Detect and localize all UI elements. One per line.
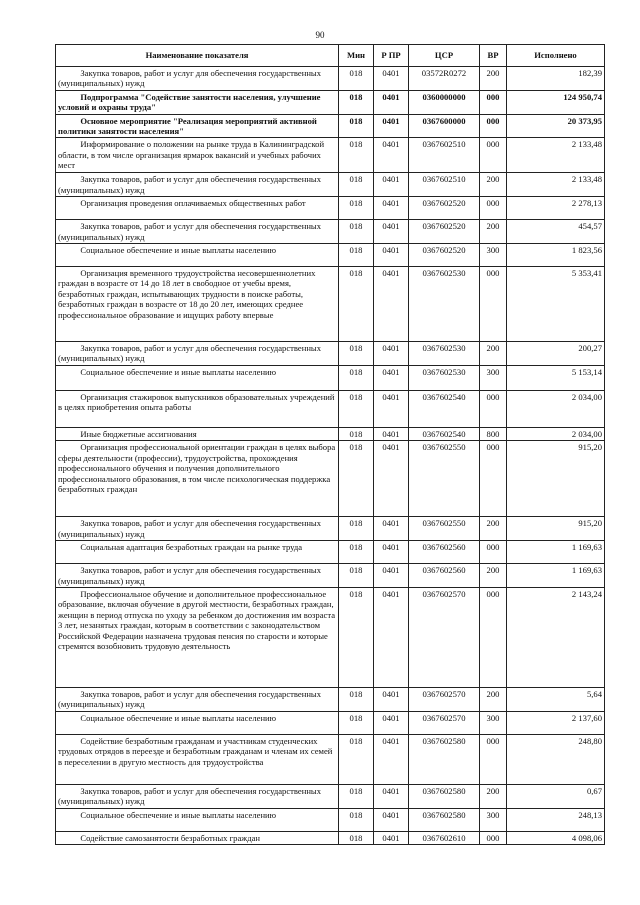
- cell-executed: 2 137,60: [507, 711, 605, 734]
- cell-executed: 5,64: [507, 687, 605, 711]
- cell-target-item: 0367602520: [409, 244, 480, 267]
- cell-expense-type: 200: [480, 220, 507, 244]
- cell-target-item: 0367602580: [409, 808, 480, 831]
- cell-ministry: 018: [339, 390, 374, 427]
- cell-executed: 248,13: [507, 808, 605, 831]
- table-row: [56, 441, 605, 517]
- cell-target-item: 0367602520: [409, 220, 480, 244]
- table-row: [56, 427, 605, 440]
- cell-section: 0401: [374, 220, 409, 244]
- cell-ministry: 018: [339, 541, 374, 564]
- table-row: [56, 831, 605, 844]
- table-row: [56, 808, 605, 831]
- cell-ministry: 018: [339, 517, 374, 541]
- cell-executed: 915,20: [507, 517, 605, 541]
- cell-target-item: 0367602530: [409, 267, 480, 342]
- cell-target-item: 0367602520: [409, 197, 480, 220]
- table-row: [56, 365, 605, 390]
- cell-section: 0401: [374, 138, 409, 173]
- cell-section: 0401: [374, 541, 409, 564]
- cell-executed: 0,67: [507, 784, 605, 808]
- cell-target-item: 0367602510: [409, 138, 480, 173]
- cell-target-item: 03572R0272: [409, 67, 480, 91]
- table-row: [56, 390, 605, 427]
- cell-ministry: 018: [339, 342, 374, 366]
- cell-indicator-name: Содействие самозанятости безработных граждан: [56, 831, 339, 844]
- header-executed: Исполнено: [507, 45, 605, 67]
- header-ministry: Мин: [339, 45, 374, 67]
- cell-expense-type: 000: [480, 541, 507, 564]
- cell-expense-type: 000: [480, 197, 507, 220]
- cell-section: 0401: [374, 687, 409, 711]
- cell-ministry: 018: [339, 138, 374, 173]
- table-row: [56, 267, 605, 342]
- cell-target-item: 0367602570: [409, 587, 480, 687]
- cell-expense-type: 000: [480, 390, 507, 427]
- cell-executed: 1 169,63: [507, 541, 605, 564]
- table-row: [56, 197, 605, 220]
- cell-expense-type: 000: [480, 587, 507, 687]
- cell-section: 0401: [374, 808, 409, 831]
- cell-section: 0401: [374, 587, 409, 687]
- cell-section: 0401: [374, 173, 409, 197]
- cell-executed: 1 823,56: [507, 244, 605, 267]
- cell-indicator-name: Закупка товаров, работ и услуг для обеспечения государственных (муниципальных) нужд: [56, 687, 339, 711]
- table-row: [56, 587, 605, 687]
- cell-executed: 2 034,00: [507, 427, 605, 440]
- cell-expense-type: 000: [480, 734, 507, 784]
- cell-indicator-name: Социальное обеспечение и иные выплаты населению: [56, 244, 339, 267]
- cell-section: 0401: [374, 517, 409, 541]
- cell-indicator-name: Организация стажировок выпускников образовательных учреждений в целях приобретения опыта работы: [56, 390, 339, 427]
- header-section: Р ПР: [374, 45, 409, 67]
- cell-target-item: 0367602570: [409, 711, 480, 734]
- cell-target-item: 0367602560: [409, 564, 480, 588]
- table-body: [56, 67, 605, 845]
- cell-expense-type: 200: [480, 784, 507, 808]
- cell-target-item: 0367602610: [409, 831, 480, 844]
- cell-ministry: 018: [339, 687, 374, 711]
- cell-executed: 2 143,24: [507, 587, 605, 687]
- cell-executed: 5 153,14: [507, 365, 605, 390]
- cell-indicator-name: Социальная адаптация безработных граждан на рынке труда: [56, 541, 339, 564]
- cell-expense-type: 300: [480, 365, 507, 390]
- header-indicator-name: Наименование показателя: [56, 45, 339, 67]
- cell-indicator-name: Основное мероприятие "Реализация мероприятий активной политики занятости населения": [56, 114, 339, 138]
- cell-expense-type: 300: [480, 711, 507, 734]
- cell-expense-type: 200: [480, 342, 507, 366]
- cell-section: 0401: [374, 564, 409, 588]
- cell-ministry: 018: [339, 711, 374, 734]
- cell-indicator-name: Социальное обеспечение и иные выплаты населению: [56, 808, 339, 831]
- cell-section: 0401: [374, 390, 409, 427]
- table-row: [56, 90, 605, 114]
- cell-expense-type: 200: [480, 173, 507, 197]
- table-row: [56, 114, 605, 138]
- cell-executed: 2 034,00: [507, 390, 605, 427]
- cell-target-item: 0360000000: [409, 90, 480, 114]
- cell-target-item: 0367602530: [409, 342, 480, 366]
- cell-expense-type: 000: [480, 831, 507, 844]
- cell-ministry: 018: [339, 365, 374, 390]
- table-row: [56, 220, 605, 244]
- cell-indicator-name: Подпрограмма "Содействие занятости населения, улучшение условий и охраны труда": [56, 90, 339, 114]
- cell-section: 0401: [374, 365, 409, 390]
- cell-ministry: 018: [339, 587, 374, 687]
- cell-section: 0401: [374, 244, 409, 267]
- cell-ministry: 018: [339, 67, 374, 91]
- cell-executed: 2 133,48: [507, 173, 605, 197]
- cell-indicator-name: Содействие безработным гражданам и участникам студенческих трудовых отрядов в переезде и безработным гражданам и членам их семей в переселении в другую местность для трудоустройства: [56, 734, 339, 784]
- cell-executed: 182,39: [507, 67, 605, 91]
- cell-section: 0401: [374, 67, 409, 91]
- cell-indicator-name: Организация профессиональной ориентации граждан в целях выбора сферы деятельности (профессии), трудоустройства, прохождения профессионального обучения и получения дополнительного профессионального образования, в том числе психологическая поддержка безработных граждан: [56, 441, 339, 517]
- table-row: [56, 244, 605, 267]
- header-target-item: ЦСР: [409, 45, 480, 67]
- cell-expense-type: 000: [480, 267, 507, 342]
- cell-indicator-name: Организация временного трудоустройства несовершеннолетних граждан в возрасте от 14 до 18 лет в свободное от учебы время, безработных граждан, испытывающих трудности в поиске работы, безработных граждан в возрасте от 18 до 20 лет, имеющих среднее профессиональное образование и ищущих работу впервые: [56, 267, 339, 342]
- cell-indicator-name: Организация проведения оплачиваемых общественных работ: [56, 197, 339, 220]
- cell-section: 0401: [374, 427, 409, 440]
- cell-expense-type: 800: [480, 427, 507, 440]
- cell-section: 0401: [374, 831, 409, 844]
- cell-ministry: 018: [339, 808, 374, 831]
- table-row: [56, 173, 605, 197]
- cell-expense-type: 200: [480, 687, 507, 711]
- cell-executed: 2 278,13: [507, 197, 605, 220]
- cell-ministry: 018: [339, 784, 374, 808]
- cell-indicator-name: Закупка товаров, работ и услуг для обеспечения государственных (муниципальных) нужд: [56, 517, 339, 541]
- cell-target-item: 0367602540: [409, 427, 480, 440]
- cell-indicator-name: Социальное обеспечение и иные выплаты населению: [56, 711, 339, 734]
- cell-ministry: 018: [339, 173, 374, 197]
- cell-indicator-name: Закупка товаров, работ и услуг для обеспечения государственных (муниципальных) нужд: [56, 173, 339, 197]
- cell-target-item: 0367602530: [409, 365, 480, 390]
- cell-executed: 200,27: [507, 342, 605, 366]
- cell-target-item: 0367602580: [409, 784, 480, 808]
- cell-ministry: 018: [339, 90, 374, 114]
- cell-expense-type: 300: [480, 808, 507, 831]
- cell-expense-type: 000: [480, 441, 507, 517]
- cell-section: 0401: [374, 784, 409, 808]
- cell-expense-type: 200: [480, 564, 507, 588]
- page-number: 90: [315, 30, 325, 40]
- cell-indicator-name: Профессиональное обучение и дополнительное профессиональное образование, включая обучение в другой местности, безработных граждан, женщин в период отпуска по уходу за ребенком до достижения им возраста 3 лет, незанятых граждан, которым в соответствии с законодательством Российской Федерации назначена трудовая пенсия по старости и которые стремятся возобновить трудовую деятельность: [56, 587, 339, 687]
- cell-executed: 5 353,41: [507, 267, 605, 342]
- cell-section: 0401: [374, 114, 409, 138]
- cell-section: 0401: [374, 734, 409, 784]
- cell-ministry: 018: [339, 564, 374, 588]
- cell-target-item: 0367602550: [409, 441, 480, 517]
- cell-expense-type: 200: [480, 517, 507, 541]
- cell-target-item: 0367602540: [409, 390, 480, 427]
- cell-target-item: 0367602580: [409, 734, 480, 784]
- budget-execution-table: [55, 44, 605, 845]
- cell-ministry: 018: [339, 427, 374, 440]
- cell-executed: 4 098,06: [507, 831, 605, 844]
- table-row: [56, 564, 605, 588]
- cell-ministry: 018: [339, 244, 374, 267]
- table-header: [56, 45, 605, 67]
- cell-executed: 915,20: [507, 441, 605, 517]
- cell-section: 0401: [374, 267, 409, 342]
- cell-indicator-name: Закупка товаров, работ и услуг для обеспечения государственных (муниципальных) нужд: [56, 342, 339, 366]
- cell-target-item: 0367602560: [409, 541, 480, 564]
- cell-executed: 1 169,63: [507, 564, 605, 588]
- cell-indicator-name: Иные бюджетные ассигнования: [56, 427, 339, 440]
- cell-indicator-name: Закупка товаров, работ и услуг для обеспечения государственных (муниципальных) нужд: [56, 784, 339, 808]
- cell-indicator-name: Закупка товаров, работ и услуг для обеспечения государственных (муниципальных) нужд: [56, 220, 339, 244]
- cell-executed: 124 950,74: [507, 90, 605, 114]
- cell-section: 0401: [374, 441, 409, 517]
- header-row: [56, 45, 605, 67]
- cell-indicator-name: Закупка товаров, работ и услуг для обеспечения государственных (муниципальных) нужд: [56, 564, 339, 588]
- cell-target-item: 0367602510: [409, 173, 480, 197]
- table-row: [56, 342, 605, 366]
- table-row: [56, 734, 605, 784]
- cell-ministry: 018: [339, 114, 374, 138]
- cell-section: 0401: [374, 197, 409, 220]
- cell-expense-type: 000: [480, 90, 507, 114]
- cell-executed: 2 133,48: [507, 138, 605, 173]
- cell-indicator-name: Информирование о положении на рынке труда в Калининградской области, в том числе организация ярмарок вакансий и учебных рабочих мест: [56, 138, 339, 173]
- cell-target-item: 0367602570: [409, 687, 480, 711]
- cell-ministry: 018: [339, 831, 374, 844]
- cell-target-item: 0367600000: [409, 114, 480, 138]
- cell-section: 0401: [374, 342, 409, 366]
- cell-expense-type: 000: [480, 138, 507, 173]
- table-row: [56, 541, 605, 564]
- cell-target-item: 0367602550: [409, 517, 480, 541]
- cell-indicator-name: Социальное обеспечение и иные выплаты населению: [56, 365, 339, 390]
- cell-ministry: 018: [339, 197, 374, 220]
- table-row: [56, 138, 605, 173]
- cell-ministry: 018: [339, 220, 374, 244]
- cell-indicator-name: Закупка товаров, работ и услуг для обеспечения государственных (муниципальных) нужд: [56, 67, 339, 91]
- cell-section: 0401: [374, 711, 409, 734]
- header-expense-type: ВР: [480, 45, 507, 67]
- cell-section: 0401: [374, 90, 409, 114]
- table-row: [56, 67, 605, 91]
- table-row: [56, 784, 605, 808]
- cell-expense-type: 000: [480, 114, 507, 138]
- cell-expense-type: 200: [480, 67, 507, 91]
- cell-ministry: 018: [339, 734, 374, 784]
- cell-ministry: 018: [339, 267, 374, 342]
- table-row: [56, 687, 605, 711]
- cell-expense-type: 300: [480, 244, 507, 267]
- table-row: [56, 711, 605, 734]
- cell-ministry: 018: [339, 441, 374, 517]
- cell-executed: 248,80: [507, 734, 605, 784]
- cell-executed: 454,57: [507, 220, 605, 244]
- table-row: [56, 517, 605, 541]
- cell-executed: 20 373,95: [507, 114, 605, 138]
